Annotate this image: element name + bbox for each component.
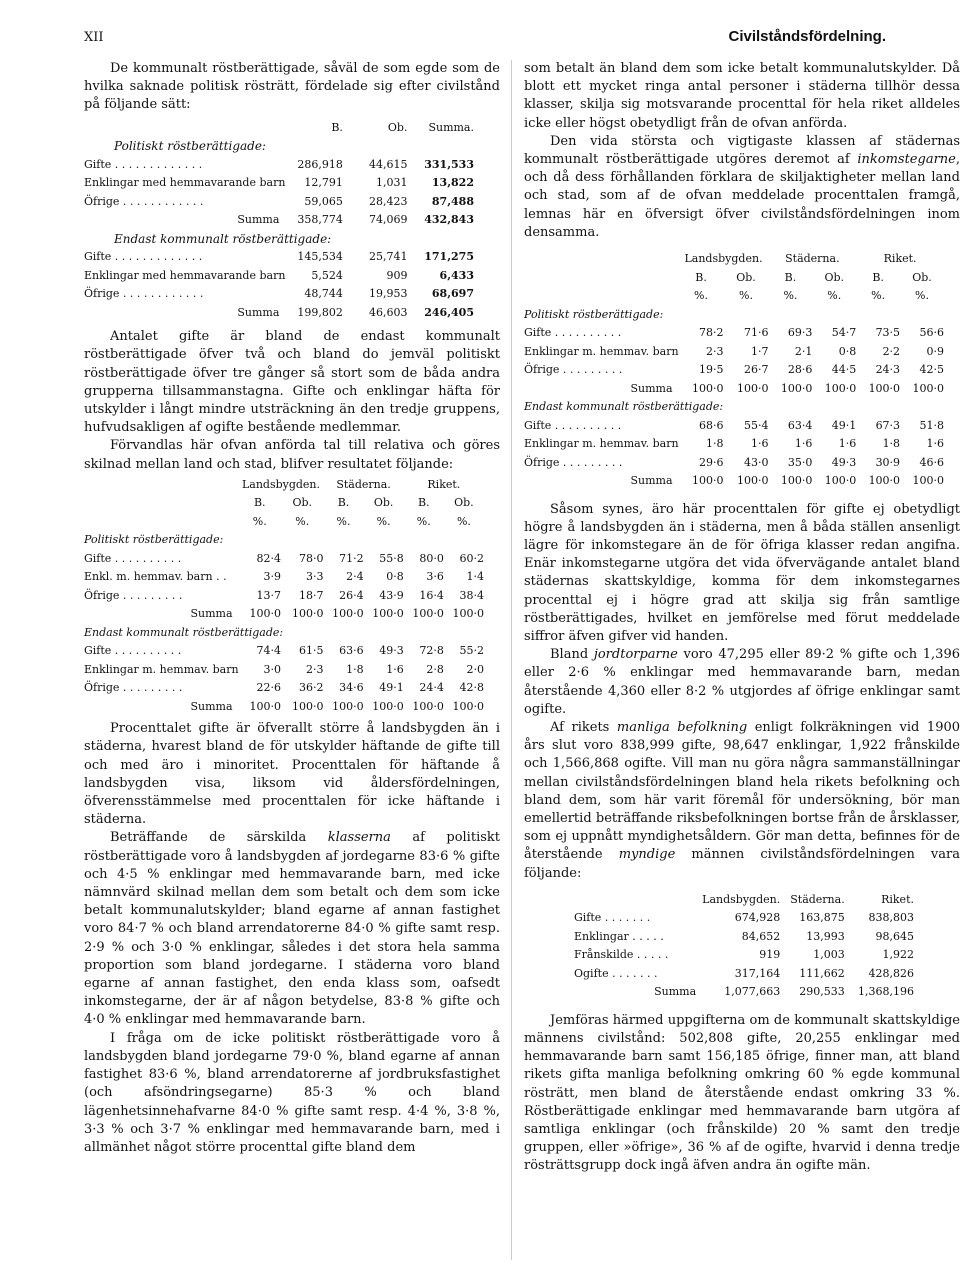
table-row <box>574 946 914 965</box>
row-label: Gifte . . . . . . . . . . <box>84 551 182 565</box>
cell-value: 13,822 <box>431 176 474 190</box>
cell-value: 55·2 <box>459 644 484 658</box>
t2-group1 <box>84 550 484 624</box>
cell-value: 61·5 <box>298 644 324 658</box>
cell-value: 36·2 <box>298 681 324 695</box>
cell-value: 290,533 <box>799 985 845 999</box>
cell-value: 22·6 <box>256 681 281 695</box>
col-header: B. <box>784 270 797 284</box>
cell-value: 28·6 <box>787 363 813 377</box>
paragraph: I fråga om de icke politiskt röstberättigade voro å landsbygden bland jordegarne 79·0 %, bland egarne af annan fastighet 83·6 %, bland arrendatorerne af jordbruksfastighet (och afsöndringsegarne) 85·3 % och bland lägenhetsinnehafvarne 84·0 % gifte samt resp. 4·4 %, 3·8 %, 3·3 % och 3·7 % enklingar med hemmavarande barn, med i allmänhet något större procenttal gifte bland dem <box>84 1030 500 1155</box>
row-label: Gifte . . . . . . . . . . . . . <box>84 157 203 171</box>
table-row <box>84 248 474 267</box>
col-header: B. <box>417 496 430 510</box>
cell-value: 30·9 <box>875 455 901 469</box>
cell-value: 84,652 <box>741 929 781 943</box>
cell-value: 74,069 <box>368 213 408 227</box>
cell-value: 1,077,663 <box>724 985 781 999</box>
table-row <box>84 679 484 698</box>
cell-value: 42·5 <box>919 363 944 377</box>
cell-value: 286,918 <box>297 157 343 171</box>
cell-value: 2·3 <box>706 344 724 358</box>
cell-value: 56·6 <box>919 326 944 340</box>
section-label: Politiskt röstberättigade: <box>524 307 664 321</box>
row-label: Öfrige . . . . . . . . . <box>84 681 183 695</box>
col-header: %. <box>336 514 351 528</box>
percent-row <box>524 287 944 306</box>
cell-value: 100·0 <box>332 607 364 621</box>
t3-group1 <box>524 324 944 398</box>
row-label: Enklingar . . . . . <box>574 929 664 943</box>
row-label: Enklingar m. hemmav. barn <box>524 437 679 451</box>
cell-value: 67·3 <box>875 418 901 432</box>
col-header: Ob. <box>373 496 394 510</box>
group-header: Riket. <box>883 252 917 266</box>
cell-value: 98,645 <box>875 929 914 943</box>
cell-value: 19,953 <box>368 287 408 301</box>
cell-value: 100·0 <box>452 607 484 621</box>
table-row <box>524 454 944 473</box>
cell-value: 87,488 <box>431 194 474 208</box>
paragraph: Såsom synes, äro här procenttalen för gifte ej obetydligt högre å landsbygden än i städerna, men å båda ställen ansenligt lägre för inkomstegare än de för öfriga klasser redan angifna. Enär inkomstegarne utgöra det vida öfvervägande antalet bland städernas skattskyldige, komma för dem inkomstegarnes procenttal ej i högre grad att skilja sig från samtlige röstberättigades, hvilket en jemförelse med förut meddelade siffror äfven gifver vid handen. <box>524 501 960 644</box>
row-label: Enkl. m. hemmav. barn . . <box>84 570 227 584</box>
group-header: Landsbygden. <box>684 252 763 266</box>
cell-value: 28,423 <box>368 194 408 208</box>
paragraph: som betalt än bland dem som icke betalt kommunalutskylder. Då blott ett mycket ringa antal personer i städerna tillhör dessa klasser, skilja sig motsvarande procenttal för hela riket alldeles icke eller högst obetydligt från de ofvan anförda. <box>524 61 960 131</box>
col-header: %. <box>376 514 391 528</box>
cell-value: 3·0 <box>263 662 281 676</box>
table-row <box>84 587 484 606</box>
cell-value: 145,534 <box>297 250 343 264</box>
cell-value: 909 <box>386 268 408 282</box>
section-label: Endast kommunalt röstberättigade: <box>114 231 332 246</box>
cell-value: 358,774 <box>297 213 343 227</box>
cell-value: 19·5 <box>699 363 724 377</box>
group-header: Landsbygden. <box>241 477 321 491</box>
cell-value: 44,615 <box>368 157 408 171</box>
t2-group2 <box>84 642 484 716</box>
cell-value: 71·6 <box>743 326 769 340</box>
row-label: Gifte . . . . . . . . . . <box>524 326 622 340</box>
col-header: %. <box>783 289 798 303</box>
cell-value: 49·3 <box>831 455 857 469</box>
cell-value: 54·7 <box>831 326 857 340</box>
cell-value: 1·6 <box>838 437 857 451</box>
cell-value: 1,003 <box>813 948 845 962</box>
cell-value: 1·7 <box>750 344 769 358</box>
col-header: %. <box>252 514 267 528</box>
cell-value: 51·8 <box>919 418 944 432</box>
cell-value: 100·0 <box>692 474 724 488</box>
table-row <box>84 211 474 230</box>
cell-value: 42·8 <box>459 681 484 695</box>
table-row <box>574 928 914 947</box>
cell-value: 78·2 <box>699 326 724 340</box>
col-header: %. <box>456 514 471 528</box>
cell-value: 199,802 <box>297 305 343 319</box>
table-row <box>524 472 944 491</box>
cell-value: 100·0 <box>912 381 944 395</box>
cell-value: 428,826 <box>868 966 914 980</box>
cell-value: 48,744 <box>304 287 343 301</box>
cell-value: 100·0 <box>912 474 944 488</box>
col-header: Ob. <box>736 270 756 284</box>
cell-value: 49·1 <box>831 418 857 432</box>
row-label: Summa <box>237 305 280 319</box>
t4-rows <box>574 909 914 1002</box>
table-row <box>524 343 944 362</box>
cell-value: 1·8 <box>346 662 364 676</box>
cell-value: 111,662 <box>799 966 845 980</box>
cell-value: 1,922 <box>882 948 914 962</box>
cell-value: 100·0 <box>736 381 769 395</box>
section-label: Endast kommunalt röstberättigade: <box>524 400 724 414</box>
cell-value: 100·0 <box>291 607 324 621</box>
col-header: %. <box>915 289 929 303</box>
cell-value: 171,275 <box>424 250 474 264</box>
table-relative-numbers <box>84 476 484 717</box>
cell-value: 16·4 <box>419 588 444 602</box>
col-header: %. <box>694 289 708 303</box>
cell-value: 100·0 <box>372 699 404 713</box>
intro-paragraph: De kommunalt röstberättigade, såväl de som egde som de hvilka saknade politisk rösträtt, fördelade sig efter civilstånd på följande sätt: <box>84 61 500 113</box>
table-row <box>84 605 484 624</box>
row-label: Öfrige . . . . . . . . . <box>84 588 183 602</box>
cell-value: 68·6 <box>699 418 724 432</box>
col-header: Summa. <box>428 120 474 134</box>
running-title: Civilståndsfördelning. <box>728 28 886 45</box>
cell-value: 18·7 <box>298 588 324 602</box>
cell-value: 63·4 <box>787 418 813 432</box>
column-divider <box>511 60 512 1260</box>
cell-value: 63·6 <box>339 644 364 658</box>
cell-value: 2·3 <box>305 662 324 676</box>
table-row <box>84 550 484 569</box>
row-label: Enklingar med hemmavarande barn <box>84 176 286 190</box>
cell-value: 100·0 <box>868 381 901 395</box>
row-label: Summa <box>237 213 280 227</box>
cell-value: 1·8 <box>882 437 901 451</box>
cell-value: 100·0 <box>412 699 444 713</box>
paragraph: Bland jordtorparne voro 47,295 eller 89·2 % gifte och 1,396 eller 2·6 % enklingar med hemmavarande barn, medan återstående 4,360 eller 8·2 % utgjordes af öfrige enklingar samt ogifte. <box>524 647 960 717</box>
table-absolute-numbers <box>84 119 474 323</box>
table-row <box>84 568 484 587</box>
cell-value: 1·4 <box>466 570 484 584</box>
row-label: Enklingar m. hemmav. barn <box>524 344 679 358</box>
paragraph: Förvandlas här ofvan anförda tal till relativa och göres skilnad mellan land och stad, blifver resultatet följande: <box>84 438 500 472</box>
row-label: Ogifte . . . . . . . <box>574 966 658 980</box>
cell-value: 100·0 <box>780 474 813 488</box>
col-header: B. <box>331 120 343 134</box>
row-label: Frånskilde . . . . . <box>574 948 669 962</box>
cell-value: 24·3 <box>875 363 901 377</box>
paragraph: Den vida största och vigtigaste klassen af städernas kommunalt röstberättigade utgöres deremot af inkomstegarne, och då dess förhållanden förklara de skiljaktigheter mellan land och stad, som af de ofvan meddelade procenttalen framgå, lemnas här en öfversigt öfver civilståndsfördelningen inom densamma. <box>524 133 960 240</box>
row-label: Summa <box>630 381 673 395</box>
cell-value: 432,843 <box>424 213 474 227</box>
cell-value: 2·0 <box>466 662 484 676</box>
col-header: Landsbygden. <box>702 892 781 906</box>
cell-value: 12,791 <box>304 176 343 190</box>
col-header: Ob. <box>912 270 932 284</box>
cell-value: 3·3 <box>305 570 324 584</box>
cell-value: 78·0 <box>298 551 324 565</box>
cell-value: 80·0 <box>419 551 444 565</box>
cell-value: 6,433 <box>439 268 474 282</box>
cell-value: 1·8 <box>706 437 724 451</box>
cell-value: 2·2 <box>882 344 901 358</box>
cell-value: 317,164 <box>734 966 781 980</box>
percent-row <box>84 513 484 532</box>
table-row <box>574 909 914 928</box>
cell-value: 43·9 <box>379 588 404 602</box>
page-header <box>84 30 886 50</box>
cell-value: 3·6 <box>426 570 444 584</box>
table-row <box>84 267 474 286</box>
cell-value: 1·6 <box>794 437 813 451</box>
cell-value: 5,524 <box>311 268 343 282</box>
cell-value: 55·4 <box>743 418 769 432</box>
cell-value: 2·1 <box>794 344 813 358</box>
cell-value: 34·6 <box>339 681 364 695</box>
table-myndige-man <box>574 891 914 1002</box>
col-header: Ob. <box>824 270 845 284</box>
table-row <box>524 380 944 399</box>
cell-value: 919 <box>759 948 781 962</box>
row-label: Summa <box>654 985 697 999</box>
cell-value: 838,803 <box>868 911 914 925</box>
cell-value: 674,928 <box>734 911 781 925</box>
row-label: Öfrige . . . . . . . . . <box>524 363 623 377</box>
cell-value: 24·4 <box>419 681 444 695</box>
col-header: %. <box>295 514 310 528</box>
cell-value: 44·5 <box>831 363 857 377</box>
col-header: Ob. <box>387 120 408 134</box>
sub-header-row <box>84 494 484 513</box>
paragraph: Procenttalet gifte är öfverallt större å landsbygden än i städerna, hvarest bland de för utskylder häftande de gifte till och med äro i minoritet. Procenttalen för häftande å landsbygden visa, liksom vid åldersfördelningen, öfverensstämmelse med procenttalen för icke häftande i städerna. <box>84 721 500 828</box>
cell-value: 0·8 <box>386 570 404 584</box>
row-label: Summa <box>190 607 233 621</box>
cell-value: 43·0 <box>743 455 769 469</box>
col-header: B. <box>695 270 707 284</box>
table-row <box>84 174 474 193</box>
col-header: %. <box>871 289 886 303</box>
cell-value: 2·8 <box>426 662 444 676</box>
col-header: B. <box>872 270 884 284</box>
section-label: Politiskt röstberättigade: <box>84 533 224 547</box>
cell-value: 1·6 <box>926 437 944 451</box>
cell-value: 3·9 <box>263 570 281 584</box>
sub-header-row <box>524 269 944 288</box>
section-label: Politiskt röstberättigade: <box>114 139 266 154</box>
col-header: Städerna. <box>790 892 845 906</box>
cell-value: 2·4 <box>346 570 364 584</box>
t1-group2 <box>84 248 474 322</box>
cell-value: 100·0 <box>332 699 364 713</box>
table-row <box>524 324 944 343</box>
cell-value: 100·0 <box>291 699 324 713</box>
row-label: Öfrige . . . . . . . . . . . . <box>84 194 204 208</box>
cell-value: 49·3 <box>379 644 404 658</box>
cell-value: 71·2 <box>339 551 364 565</box>
cell-value: 55·8 <box>379 551 404 565</box>
table-row <box>84 304 474 323</box>
cell-value: 1,031 <box>375 176 408 190</box>
cell-value: 163,875 <box>799 911 845 925</box>
cell-value: 49·1 <box>379 681 404 695</box>
col-header: Ob. <box>454 496 474 510</box>
table-row <box>84 642 484 661</box>
table-row <box>84 285 474 304</box>
paragraph: Af rikets manliga befolkning enligt folkräkningen vid 1900 års slut voro 838,999 gifte, 98,647 enklingar, 1,922 frånskilde och 1,566,868 ogifte. Vill man nu göra några sammanställningar mellan civilståndsfördelningen bland hela rikets befolkning och bland dem, som här varit föremål för undersökning, bör man emellertid beträffande riksbefolkningen bortse från de årsklasser, som ej uppnått myndighetsåldern. Gör man detta, befinnes för de återstående myndige männen civilståndsfördelningen vara följande: <box>524 719 960 881</box>
table-inkomstegare <box>524 250 944 491</box>
cell-value: 0·9 <box>926 344 944 358</box>
table-row <box>524 417 944 436</box>
page-number: XII <box>84 30 104 45</box>
cell-value: 72·8 <box>419 644 444 658</box>
row-label: Gifte . . . . . . . . . . <box>524 418 622 432</box>
cell-value: 74·4 <box>256 644 281 658</box>
paragraph: Jemföras härmed uppgifterna om de kommunalt skattskyldige männens civilstånd: 502,808 gifte, 20,255 enklingar med hemmavarande barn samt 156,185 öfrige, finner man, att bland rikets gifta manliga befolkning omkring 60 % egde kommunal rösträtt, men bland de återstående endast omkring 33 %. Röstberättigade enklingar med hemmavarande barn utgöra af samtliga enklingar (och frånskilde) 20 % samt den tredje gruppen, eller »öfrige», 36 % af de ogifte, hvarvid i denna tredje rösträttsgrupp dock ingå äfven andra än ogifte män. <box>524 1012 960 1174</box>
paragraph: Antalet gifte är bland de endast kommunalt röstberättigade öfver två och bland do jemväl politiskt röstberättigade öfver tre gånger så stort som de båda andra grupperna tillsammanstagna. Gifte och enklingar häfta för utskylder i långt mindre utsträckning än den tredje gruppens, hufvudsakligen af ogifte bestående medlemmar. <box>84 329 500 436</box>
cell-value: 100·0 <box>372 607 404 621</box>
table-row <box>84 661 484 680</box>
table-row <box>84 156 474 175</box>
cell-value: 68,697 <box>431 287 474 301</box>
section-label: Endast kommunalt röstberättigade: <box>84 625 284 639</box>
col-header: B. <box>253 496 266 510</box>
table-row <box>524 435 944 454</box>
row-label: Gifte . . . . . . . <box>574 911 651 925</box>
col-header: Ob. <box>292 496 312 510</box>
cell-value: 29·6 <box>699 455 724 469</box>
table-row <box>84 193 474 212</box>
col-header: %. <box>739 289 753 303</box>
row-label: Enklingar m. hemmav. barn <box>84 662 239 676</box>
cell-value: 100·0 <box>412 607 444 621</box>
row-label: Enklingar med hemmavarande barn <box>84 268 286 282</box>
cell-value: 82·4 <box>256 551 281 565</box>
cell-value: 26·4 <box>339 588 364 602</box>
cell-value: 13,993 <box>806 929 845 943</box>
cell-value: 1,368,196 <box>858 985 914 999</box>
cell-value: 100·0 <box>780 381 813 395</box>
cell-value: 73·5 <box>875 326 901 340</box>
cell-value: 46·6 <box>919 455 944 469</box>
col-header: %. <box>416 514 431 528</box>
cell-value: 60·2 <box>459 551 484 565</box>
table-row <box>84 698 484 717</box>
table-row <box>524 361 944 380</box>
cell-value: 69·3 <box>787 326 813 340</box>
table-header-row <box>84 119 474 138</box>
row-label: Öfrige . . . . . . . . . <box>524 455 623 469</box>
row-label: Gifte . . . . . . . . . . . . . <box>84 250 203 264</box>
group-header: Riket. <box>427 477 461 491</box>
cell-value: 0·8 <box>838 344 857 358</box>
left-column <box>84 60 500 1157</box>
row-label: Gifte . . . . . . . . . . <box>84 644 182 658</box>
cell-value: 100·0 <box>452 699 484 713</box>
cell-value: 100·0 <box>249 699 281 713</box>
cell-value: 46,603 <box>368 305 408 319</box>
row-label: Summa <box>630 474 673 488</box>
cell-value: 26·7 <box>743 363 769 377</box>
col-header: Riket. <box>881 892 914 906</box>
t1-group1 <box>84 156 474 230</box>
cell-value: 59,065 <box>304 194 343 208</box>
col-header: B. <box>337 496 350 510</box>
cell-value: 1·6 <box>386 662 404 676</box>
cell-value: 25,741 <box>368 250 408 264</box>
table-row <box>574 983 914 1002</box>
cell-value: 100·0 <box>824 381 857 395</box>
col-header: %. <box>827 289 842 303</box>
cell-value: 35·0 <box>787 455 813 469</box>
paragraph: Beträffande de särskilda klasserna af politiskt röstberättigade voro å landsbygden af jordegarne 83·6 % gifte och 4·5 % enklingar med hemmavarande barn, med icke nämnvärd skilnad mellan dem som betalt och dem som icke betalt kommunalutskylder; bland egarne af annan fastighet voro 84·7 % och bland arrendatorerne 84·0 % gifte samt resp. 2·9 % och 3·0 % enklingar, således i det stora hela samma proportion som bland jordegarne. I städerna voro bland egarne af annan fastighet, den enda klass som, oafsedt inkomstegarne, der är af någon betydelse, 83·8 % gifte och 4·0 % enklingar med hemmavarande barn. <box>84 830 500 1028</box>
t3-group2 <box>524 417 944 491</box>
cell-value: 100·0 <box>824 474 857 488</box>
right-column <box>524 60 960 1176</box>
row-label: Summa <box>190 699 233 713</box>
cell-value: 100·0 <box>736 474 769 488</box>
row-label: Öfrige . . . . . . . . . . . . <box>84 287 204 301</box>
group-header: Städerna. <box>785 252 840 266</box>
cell-value: 1·6 <box>750 437 769 451</box>
cell-value: 13·7 <box>256 588 281 602</box>
group-header: Städerna. <box>336 477 391 491</box>
cell-value: 100·0 <box>692 381 724 395</box>
cell-value: 100·0 <box>868 474 901 488</box>
cell-value: 331,533 <box>424 157 474 171</box>
table-row <box>574 965 914 984</box>
cell-value: 38·4 <box>459 588 484 602</box>
cell-value: 100·0 <box>249 607 281 621</box>
cell-value: 246,405 <box>424 305 474 319</box>
